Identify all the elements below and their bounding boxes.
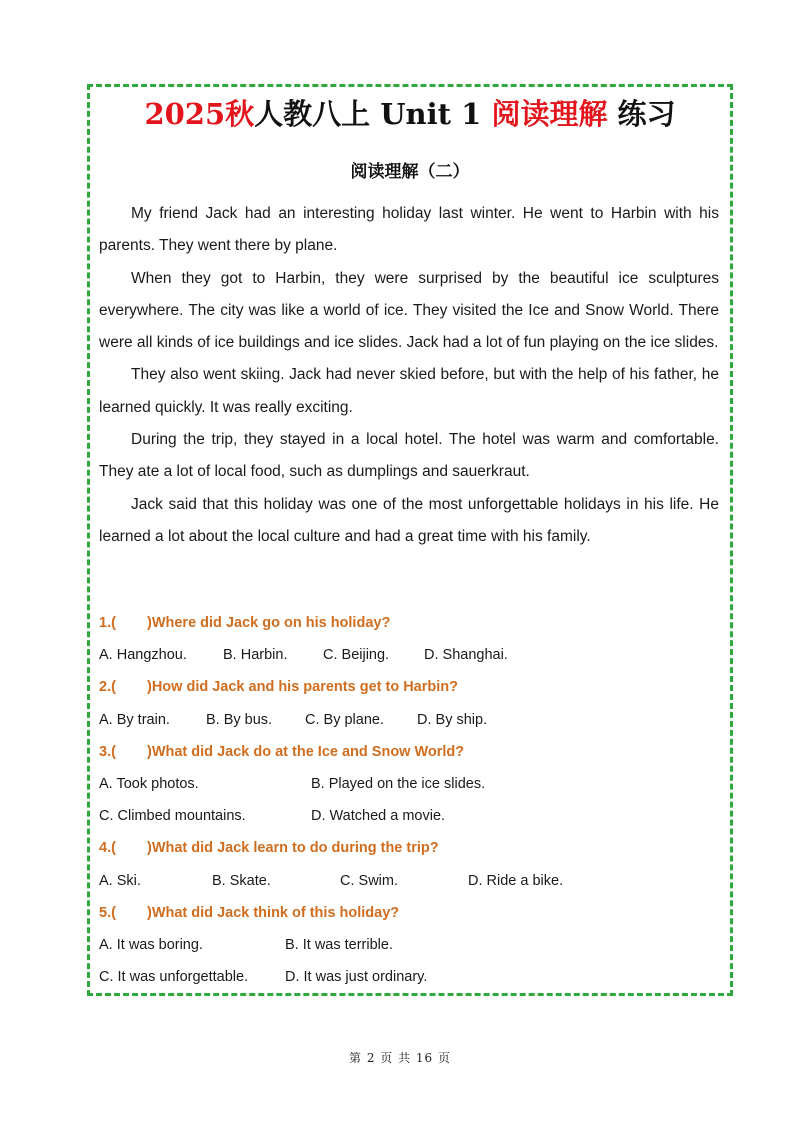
section-subtitle: 阅读理解（二） [350,162,470,182]
option-row [99,929,719,961]
question-number: 5.( [99,904,116,921]
question-text: )How did Jack and his parents get to Harbin? [147,679,458,696]
title-year: 2025 [144,97,226,131]
passage-paragraph: Jack said that this holiday was one of the most unforgettable holidays in his life. He learned a lot about the local culture and had a great time with his family. [99,495,719,545]
option-c: C. Beijing. [323,647,390,664]
page-footer: 第 2 页 共 16 页 [349,1051,451,1065]
question-text: )Where did Jack go on his holiday? [147,615,391,631]
title-season: 秋 [225,97,255,131]
question-5 [99,897,719,929]
option-d: D. Watched a movie. [311,808,446,825]
option-d: D. By ship. [417,711,488,728]
question-number: 1.( [99,615,116,631]
passage-paragraph: During the trip, they stayed in a local hotel. The hotel was warm and comfortable. They ate a lot of local food, such as dumplings and sauerkraut. [99,431,719,481]
option-a: A. It was boring. [99,936,203,953]
option-c: C. Swim. [340,872,398,889]
question-list [99,607,719,993]
option-c: C. Climbed mountains. [99,808,246,825]
option-d: D. Shanghai. [424,647,508,664]
question-2 [99,671,719,703]
question-text: )What did Jack learn to do during the trip? [147,840,439,857]
option-d: D. It was just ordinary. [285,969,428,986]
passage-paragraph: My friend Jack had an interesting holiday last winter. He went to Harbin with his parents. They went there by plane. [99,205,719,255]
option-d: D. Ride a bike. [468,872,564,889]
reading-passage [99,198,719,553]
question-number: 4.( [99,840,116,857]
question-text: )What did Jack think of this holiday? [147,904,400,921]
option-row [99,865,719,897]
question-3 [99,736,719,768]
title-suffix: 练习 [607,97,676,131]
option-row [99,800,719,832]
passage-paragraph: They also went skiing. Jack had never skied before, but with the help of his father, he learned quickly. It was really exciting. [99,366,719,416]
title-publisher-grade: 人教八上 Unit 1 [254,97,492,131]
passage-paragraph: When they got to Harbin, they were surprised by the beautiful ice sculptures everywhere. The city was like a world of ice. They visited the Ice and Snow World. There were all kinds of ice buildings and ice slides. Jack had a lot of fun playing on the ice slides. [99,269,719,352]
option-c: C. By plane. [305,711,384,728]
question-1 [99,607,719,639]
option-row [99,961,719,993]
option-b: B. Played on the ice slides. [311,775,486,792]
option-b: B. Skate. [212,872,271,889]
option-a: A. Took photos. [99,775,199,792]
option-c: C. It was unforgettable. [99,969,249,986]
question-number: 2.( [99,679,116,696]
option-row [99,768,719,800]
title-topic: 阅读理解 [491,97,608,131]
option-b: B. By bus. [206,711,273,728]
option-a: A. Hangzhou. [99,647,187,664]
question-number: 3.( [99,743,116,760]
option-b: B. Harbin. [223,647,288,664]
question-text: )What did Jack do at the Ice and Snow World? [147,743,465,760]
option-row [99,639,719,671]
option-a: A. Ski. [99,872,141,889]
option-a: A. By train. [99,711,170,728]
page-title [90,92,730,136]
option-row [99,704,719,736]
question-4 [99,832,719,864]
option-b: B. It was terrible. [285,936,393,953]
